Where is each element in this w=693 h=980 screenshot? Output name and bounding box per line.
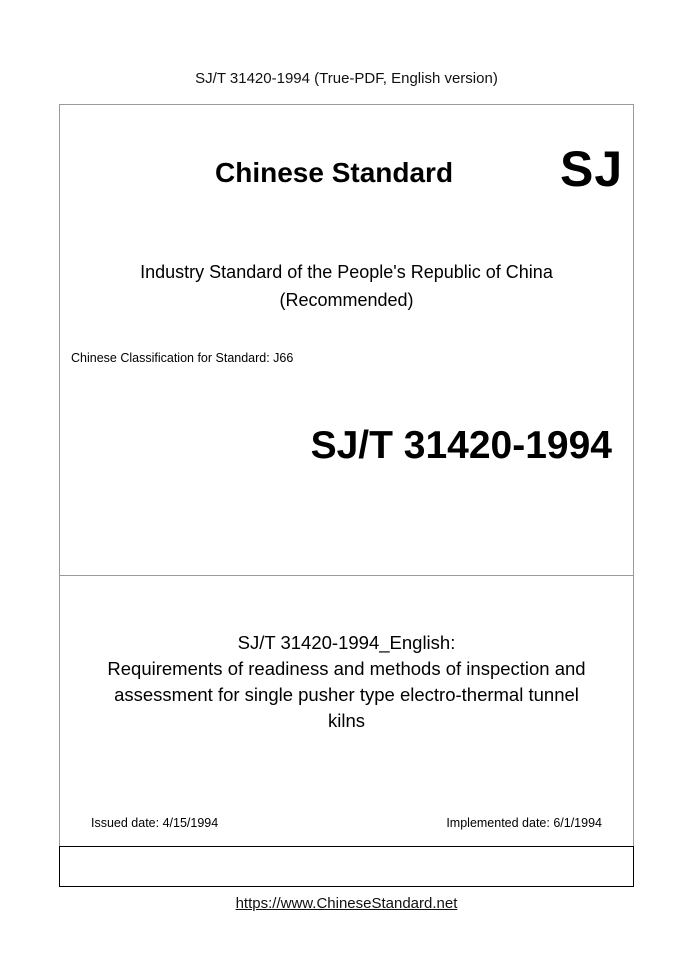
industry-statement [59, 258, 634, 314]
standard-number: SJ/T 31420-1994 [310, 424, 612, 467]
cover-title: Chinese Standard [215, 157, 454, 188]
document-subtitle [70, 630, 623, 734]
recommended-label: (Recommended) [279, 290, 414, 310]
implemented-date: Implemented date: 6/1/1994 [446, 816, 602, 830]
classification-text: Chinese Classification for Standard: J66 [71, 351, 294, 365]
issued-date: Issued date: 4/15/1994 [91, 816, 219, 830]
page-header: SJ/T 31420-1994 (True-PDF, English version) [195, 70, 498, 87]
subtitle-line: SJ/T 31420-1994_English: [237, 632, 456, 653]
subtitle-line: kilns [327, 710, 365, 731]
footer-link[interactable]: https://www.ChineseStandard.net [235, 895, 458, 912]
sj-logo: SJ [560, 141, 624, 197]
subtitle-line: assessment for single pusher type electro-thermal tunnel [114, 684, 579, 705]
industry-line: Industry Standard of the People's Republic of China [140, 262, 553, 282]
section-divider [59, 575, 634, 576]
cover-frame [59, 104, 634, 887]
subtitle-line: Requirements of readiness and methods of inspection and [107, 658, 586, 679]
bottom-box [59, 846, 634, 887]
